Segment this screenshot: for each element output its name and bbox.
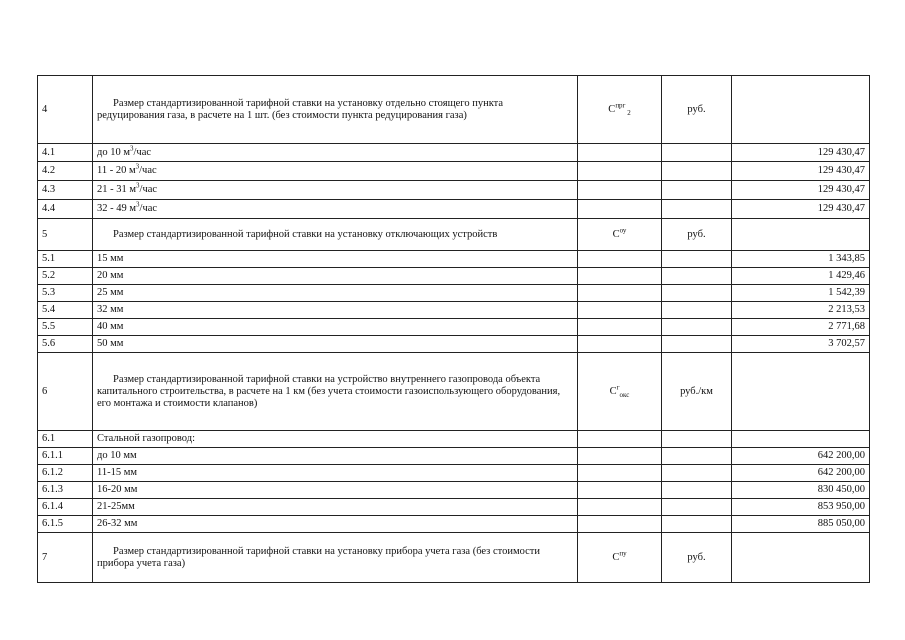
row-number: 4.2 [38, 162, 93, 181]
unit: руб. [662, 533, 732, 583]
value: 2 771,68 [732, 319, 870, 336]
table-row [38, 200, 870, 219]
row-number: 5.2 [38, 268, 93, 285]
value: 1 343,85 [732, 251, 870, 268]
row-label: 40 мм [93, 319, 578, 336]
row-number: 6.1.5 [38, 516, 93, 533]
row-number: 5.4 [38, 302, 93, 319]
row-label: 21-25мм [93, 499, 578, 516]
row-description: Размер стандартизированной тарифной ставки на установку отключающих устройств [93, 219, 578, 251]
section-row-5 [38, 219, 870, 251]
value: 853 950,00 [732, 499, 870, 516]
row-number: 4 [38, 76, 93, 144]
value: 129 430,47 [732, 144, 870, 162]
row-number: 5 [38, 219, 93, 251]
value: 1 542,39 [732, 285, 870, 302]
row-label: 32 - 49 $м^3$/час [93, 200, 578, 219]
value: 885 050,00 [732, 516, 870, 533]
table-row [38, 465, 870, 482]
row-label: до 10 $м^3$/час [93, 144, 578, 162]
table-row [38, 162, 870, 181]
section-row-4 [38, 76, 870, 144]
rate-symbol: $С^{прг}$ $_2$ [578, 76, 662, 144]
row-number: 6 [38, 353, 93, 431]
row-number: 5.1 [38, 251, 93, 268]
row-number: 4.4 [38, 200, 93, 219]
row-number: 4.1 [38, 144, 93, 162]
row-number: 4.3 [38, 181, 93, 200]
rate-symbol: $С^{пу}$ [578, 533, 662, 583]
section-row-6 [38, 353, 870, 431]
unit: руб. [662, 219, 732, 251]
row-label: 15 мм [93, 251, 578, 268]
value [732, 353, 870, 431]
table-row [38, 448, 870, 465]
table-row [38, 285, 870, 302]
unit: руб./км [662, 353, 732, 431]
value [732, 219, 870, 251]
value: 642 200,00 [732, 465, 870, 482]
row-number: 7 [38, 533, 93, 583]
row-number: 5.5 [38, 319, 93, 336]
rate-symbol: $С^{оу}$ [578, 219, 662, 251]
row-number: 6.1.3 [38, 482, 93, 499]
value: 129 430,47 [732, 181, 870, 200]
table-row [38, 302, 870, 319]
row-label: 11 - 20 $м^3$/час [93, 162, 578, 181]
row-label: 21 - 31 $м^3$/час [93, 181, 578, 200]
row-label: 26-32 мм [93, 516, 578, 533]
table-row [38, 144, 870, 162]
row-number: 5.3 [38, 285, 93, 302]
value [732, 76, 870, 144]
row-number: 6.1 [38, 431, 93, 448]
unit: руб. [662, 76, 732, 144]
row-label: 50 мм [93, 336, 578, 353]
value: 129 430,47 [732, 162, 870, 181]
value: 3 702,57 [732, 336, 870, 353]
value: 2 213,53 [732, 302, 870, 319]
row-description: Размер стандартизированной тарифной ставки на установку отдельно стоящего пункта редуцирования газа, в расчете на 1 шт. (без стоимости пункта редуцирования газа) [93, 76, 578, 144]
table-row [38, 516, 870, 533]
value: 1 429,46 [732, 268, 870, 285]
row-label: Стальной газопровод: [93, 431, 578, 448]
value: 830 450,00 [732, 482, 870, 499]
table-row [38, 336, 870, 353]
row-number: 5.6 [38, 336, 93, 353]
row-number: 6.1.4 [38, 499, 93, 516]
table-row [38, 431, 870, 448]
rate-symbol: $С^г_{окс}$ [578, 353, 662, 431]
row-label: 20 мм [93, 268, 578, 285]
table-row [38, 181, 870, 200]
row-number: 6.1.2 [38, 465, 93, 482]
table-row [38, 482, 870, 499]
row-label: 11-15 мм [93, 465, 578, 482]
value [732, 533, 870, 583]
row-description: Размер стандартизированной тарифной ставки на установку прибора учета газа (без стоимости прибора учета газа) [93, 533, 578, 583]
value: 642 200,00 [732, 448, 870, 465]
table-row [38, 251, 870, 268]
table-row [38, 319, 870, 336]
row-label: 32 мм [93, 302, 578, 319]
table-row [38, 499, 870, 516]
row-label: 25 мм [93, 285, 578, 302]
row-number: 6.1.1 [38, 448, 93, 465]
row-description: Размер стандартизированной тарифной ставки на устройство внутреннего газопровода объекта капитального строительства, в расчете на 1 км (без учета стоимости газоиспользующего оборудования, его монтажа и стоимости клапанов) [93, 353, 578, 431]
row-label: до 10 мм [93, 448, 578, 465]
row-label: 16-20 мм [93, 482, 578, 499]
tariff-table [37, 75, 870, 583]
table-row [38, 268, 870, 285]
section-row-7 [38, 533, 870, 583]
value: 129 430,47 [732, 200, 870, 219]
